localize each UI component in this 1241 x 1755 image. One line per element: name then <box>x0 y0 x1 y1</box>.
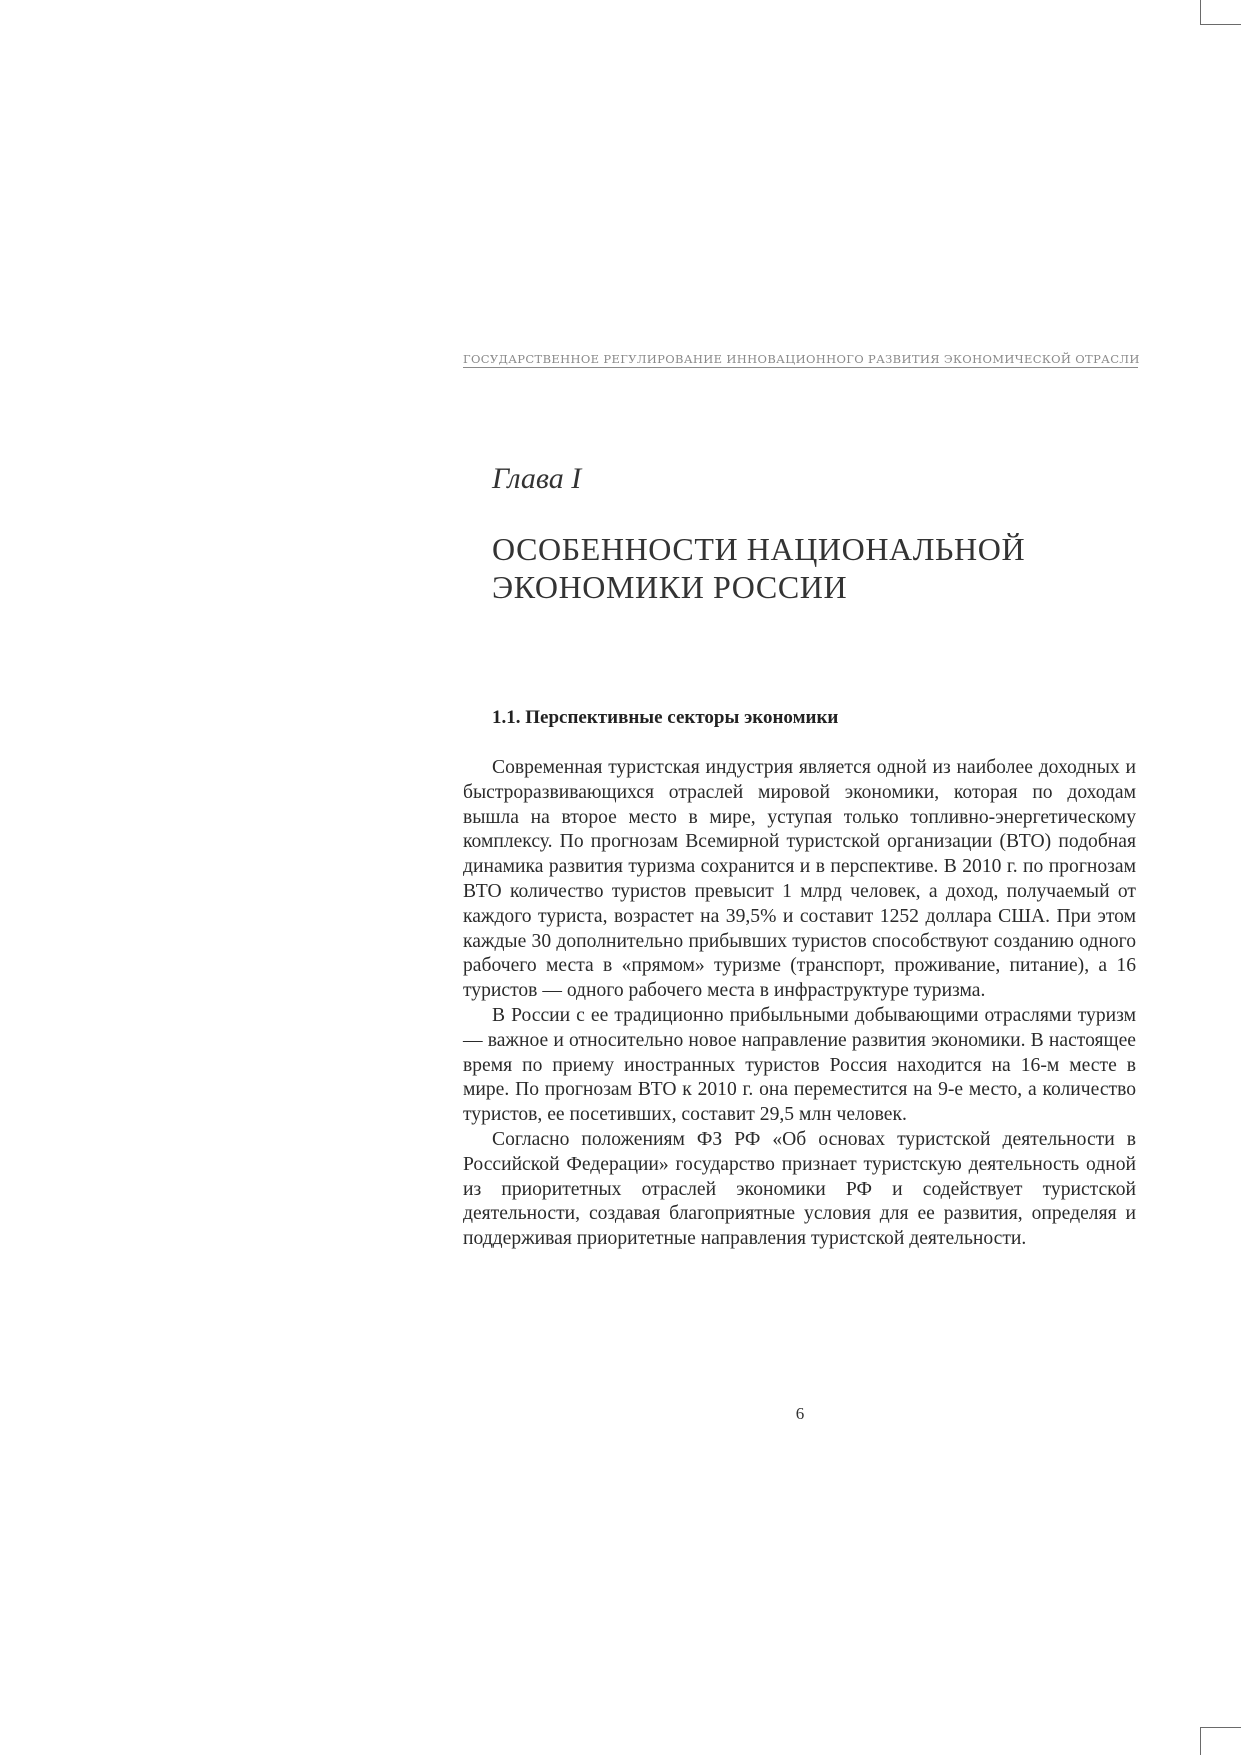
paragraph-1: Современная туристская индустрия является одной из наиболее доходных и быстроразвивающихся отраслей мировой экономики, которая по доходам вышла на второе место в мире, уступая только топливно-энергетическому комплексу. По прогнозам Всемирной туристской организации (ВТО) подобная динамика развития туризма сохранится и в перспективе. В 2010 г. по прогнозам ВТО количество туристов превысит 1 млрд человек, а доход, получаемый от каждого туриста, возрастет на 39,5% и составит 1252 доллара США. При этом каждые 30 дополнительно прибывших туристов способствуют созданию одного рабочего места в «прямом» туризме (транспорт, проживание, питание), а 16 туристов — одного рабочего места в инфраструктуре туризма. <box>463 757 1136 1002</box>
chapter-title-line-1: ОСОБЕННОСТИ НАЦИОНАЛЬНОЙ <box>492 531 1026 567</box>
running-head: ГОСУДАРСТВЕННОЕ РЕГУЛИРОВАНИЕ ИННОВАЦИОННОГО РАЗВИТИЯ ЭКОНОМИЧЕСКОЙ ОТРАСЛИ <box>463 352 1140 366</box>
crop-mark-top-horizontal <box>1200 24 1241 25</box>
crop-mark-top-vertical <box>1200 0 1201 24</box>
paragraph-3: Согласно положениям ФЗ РФ «Об основах туристской деятельности в Российской Федерации» государство признает туристскую деятельность одной из приоритетных отраслей экономики РФ и содействует туристской деятельности, создавая благоприятные условия для ее развития, определяя и поддерживая приоритетные направления туристской деятельности. <box>463 1128 1136 1250</box>
chapter-title-line-2: ЭКОНОМИКИ РОССИИ <box>492 569 848 605</box>
crop-mark-bottom-vertical <box>1200 1727 1201 1755</box>
body-text <box>463 756 1136 1252</box>
page-number: 6 <box>795 1404 805 1423</box>
section-title: 1.1. Перспективные секторы экономики <box>492 707 839 728</box>
crop-mark-bottom-horizontal <box>1200 1727 1241 1728</box>
paragraph-2: В России с ее традиционно прибыльными добывающими отраслями туризм — важное и относительно новое направление развития экономики. В настоящее время по приему иностранных туристов Россия находится на 16-м месте в мире. По прогнозам ВТО к 2010 г. она переместится на 9-е место, а количество туристов, ее посетивших, составит 29,5 млн человек. <box>463 1004 1136 1126</box>
chapter-label: Глава I <box>492 462 582 495</box>
running-head-rule <box>463 367 1138 368</box>
chapter-title <box>492 530 1132 606</box>
